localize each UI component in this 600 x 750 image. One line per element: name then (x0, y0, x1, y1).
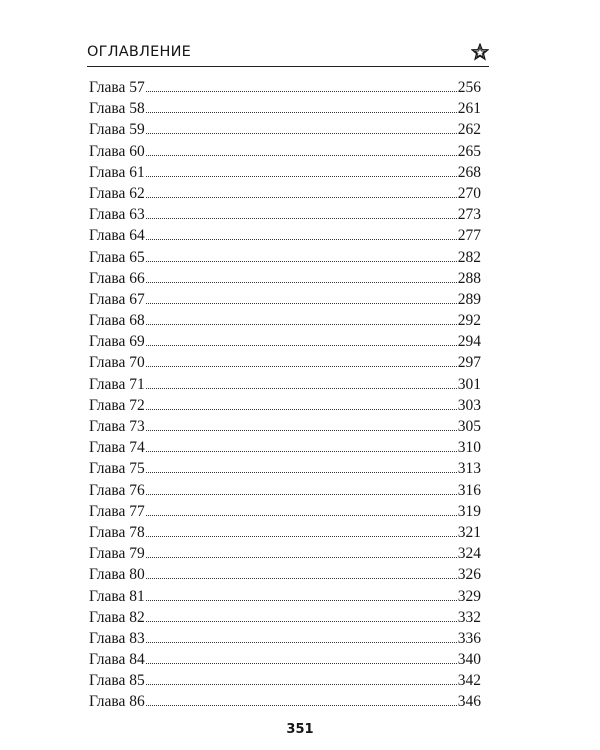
dot-leader (146, 238, 457, 240)
toc-entry-page: 340 (457, 651, 481, 669)
toc-entry (89, 437, 481, 458)
toc-entry-page: 292 (457, 312, 481, 330)
dot-leader (146, 132, 457, 134)
toc-entry (89, 141, 481, 162)
toc-entry-page: 324 (457, 545, 481, 563)
toc-entry-label: Глава 79 (89, 545, 145, 563)
dot-leader (146, 683, 457, 685)
toc-entry-label: Глава 72 (89, 396, 145, 414)
toc-entry-page: 321 (457, 523, 481, 541)
toc-entry-page: 265 (457, 142, 481, 160)
table-of-contents (89, 77, 481, 713)
toc-entry (89, 77, 481, 98)
dot-leader (146, 620, 457, 622)
dot-leader (146, 365, 457, 367)
toc-entry (89, 628, 481, 649)
toc-entry-label: Глава 66 (89, 269, 145, 287)
header-title: ОГЛАВЛЕНИЕ (87, 44, 192, 60)
header-rule (87, 66, 489, 67)
toc-entry-label: Глава 77 (89, 502, 145, 520)
toc-entry (89, 119, 481, 140)
toc-entry-page: 319 (457, 502, 481, 520)
toc-entry-page: 277 (457, 227, 481, 245)
toc-entry (89, 310, 481, 331)
toc-entry (89, 183, 481, 204)
toc-entry-page: 342 (457, 672, 481, 690)
toc-entry-page: 289 (457, 290, 481, 308)
toc-entry-label: Глава 76 (89, 481, 145, 499)
dot-leader (146, 90, 457, 92)
toc-entry-page: 268 (457, 163, 481, 181)
toc-entry-page: 262 (457, 121, 481, 139)
toc-entry-label: Глава 82 (89, 608, 145, 626)
toc-entry (89, 395, 481, 416)
toc-entry-label: Глава 84 (89, 651, 145, 669)
toc-entry (89, 564, 481, 585)
toc-entry (89, 225, 481, 246)
toc-entry-page: 297 (457, 354, 481, 372)
dot-leader (146, 175, 457, 177)
toc-entry (89, 268, 481, 289)
toc-entry (89, 416, 481, 437)
toc-entry (89, 98, 481, 119)
toc-entry-label: Глава 83 (89, 629, 145, 647)
toc-entry-page: 329 (457, 587, 481, 605)
toc-entry-label: Глава 64 (89, 227, 145, 245)
toc-entry-label: Глава 63 (89, 206, 145, 224)
dot-leader (146, 535, 457, 537)
toc-entry-label: Глава 73 (89, 418, 145, 435)
dot-leader (146, 344, 457, 346)
page-number: 351 (286, 722, 314, 737)
dot-leader (146, 154, 457, 156)
toc-entry (89, 501, 481, 522)
toc-entry (89, 670, 481, 691)
toc-entry-page: 256 (457, 79, 481, 96)
toc-entry (89, 162, 481, 183)
toc-entry-label: Глава 75 (89, 460, 145, 478)
toc-entry (89, 649, 481, 670)
dot-leader (146, 556, 457, 558)
toc-entry-label: Глава 71 (89, 375, 145, 393)
toc-entry-page: 261 (457, 100, 481, 118)
toc-entry-page: 282 (457, 248, 481, 266)
toc-entry-label: Глава 61 (89, 163, 145, 181)
toc-entry-page: 270 (457, 184, 481, 202)
toc-entry-label: Глава 65 (89, 248, 145, 266)
toc-entry-label: Глава 81 (89, 587, 145, 605)
dot-leader (146, 641, 457, 643)
dot-leader (146, 196, 457, 198)
toc-entry-label: Глава 85 (89, 672, 145, 690)
dot-leader (146, 450, 457, 452)
toc-entry (89, 352, 481, 373)
dot-leader (146, 408, 457, 410)
dot-leader (146, 493, 457, 495)
dot-leader (146, 471, 457, 473)
dot-leader (146, 704, 457, 706)
toc-entry (89, 522, 481, 543)
dot-leader (146, 514, 457, 516)
star-outline-icon (471, 43, 489, 61)
toc-entry (89, 607, 481, 628)
running-header (87, 40, 489, 68)
dot-leader (146, 387, 457, 389)
toc-entry-label: Глава 62 (89, 184, 145, 202)
dot-leader (146, 111, 457, 113)
dot-leader (146, 429, 457, 431)
toc-entry (89, 331, 481, 352)
toc-entry-label: Глава 69 (89, 333, 145, 351)
dot-leader (146, 302, 457, 304)
dot-leader (146, 599, 457, 601)
toc-entry-page: 288 (457, 269, 481, 287)
toc-entry (89, 543, 481, 564)
toc-entry-page: 313 (457, 460, 481, 478)
toc-entry-page: 294 (457, 333, 481, 351)
dot-leader (146, 260, 457, 262)
toc-entry (89, 586, 481, 607)
toc-entry (89, 480, 481, 501)
toc-entry-page: 301 (457, 375, 481, 393)
toc-entry-label: Глава 68 (89, 312, 145, 330)
toc-entry (89, 691, 481, 712)
toc-entry-label: Глава 58 (89, 100, 145, 118)
dot-leader (146, 577, 457, 579)
toc-entry-label: Глава 60 (89, 142, 145, 160)
dot-leader (146, 281, 457, 283)
toc-entry-page: 332 (457, 608, 481, 626)
toc-entry-page: 326 (457, 566, 481, 584)
toc-entry-page: 316 (457, 481, 481, 499)
dot-leader (146, 217, 457, 219)
toc-entry (89, 458, 481, 479)
toc-entry-page: 346 (457, 693, 481, 711)
toc-entry-label: Глава 74 (89, 439, 145, 457)
toc-entry-label: Глава 70 (89, 354, 145, 372)
toc-entry-label: Глава 57 (89, 79, 145, 96)
dot-leader (146, 662, 457, 664)
toc-entry-label: Глава 86 (89, 693, 145, 711)
toc-entry-label: Глава 78 (89, 523, 145, 541)
toc-entry-label: Глава 67 (89, 290, 145, 308)
toc-entry (89, 247, 481, 268)
toc-entry-label: Глава 80 (89, 566, 145, 584)
toc-entry-page: 303 (457, 396, 481, 414)
dot-leader (146, 323, 457, 325)
toc-entry-page: 310 (457, 439, 481, 457)
toc-entry-page: 336 (457, 629, 481, 647)
toc-entry-page: 273 (457, 206, 481, 224)
toc-entry (89, 289, 481, 310)
toc-entry-page: 305 (457, 418, 481, 435)
toc-entry (89, 374, 481, 395)
toc-entry-label: Глава 59 (89, 121, 145, 139)
toc-entry (89, 204, 481, 225)
